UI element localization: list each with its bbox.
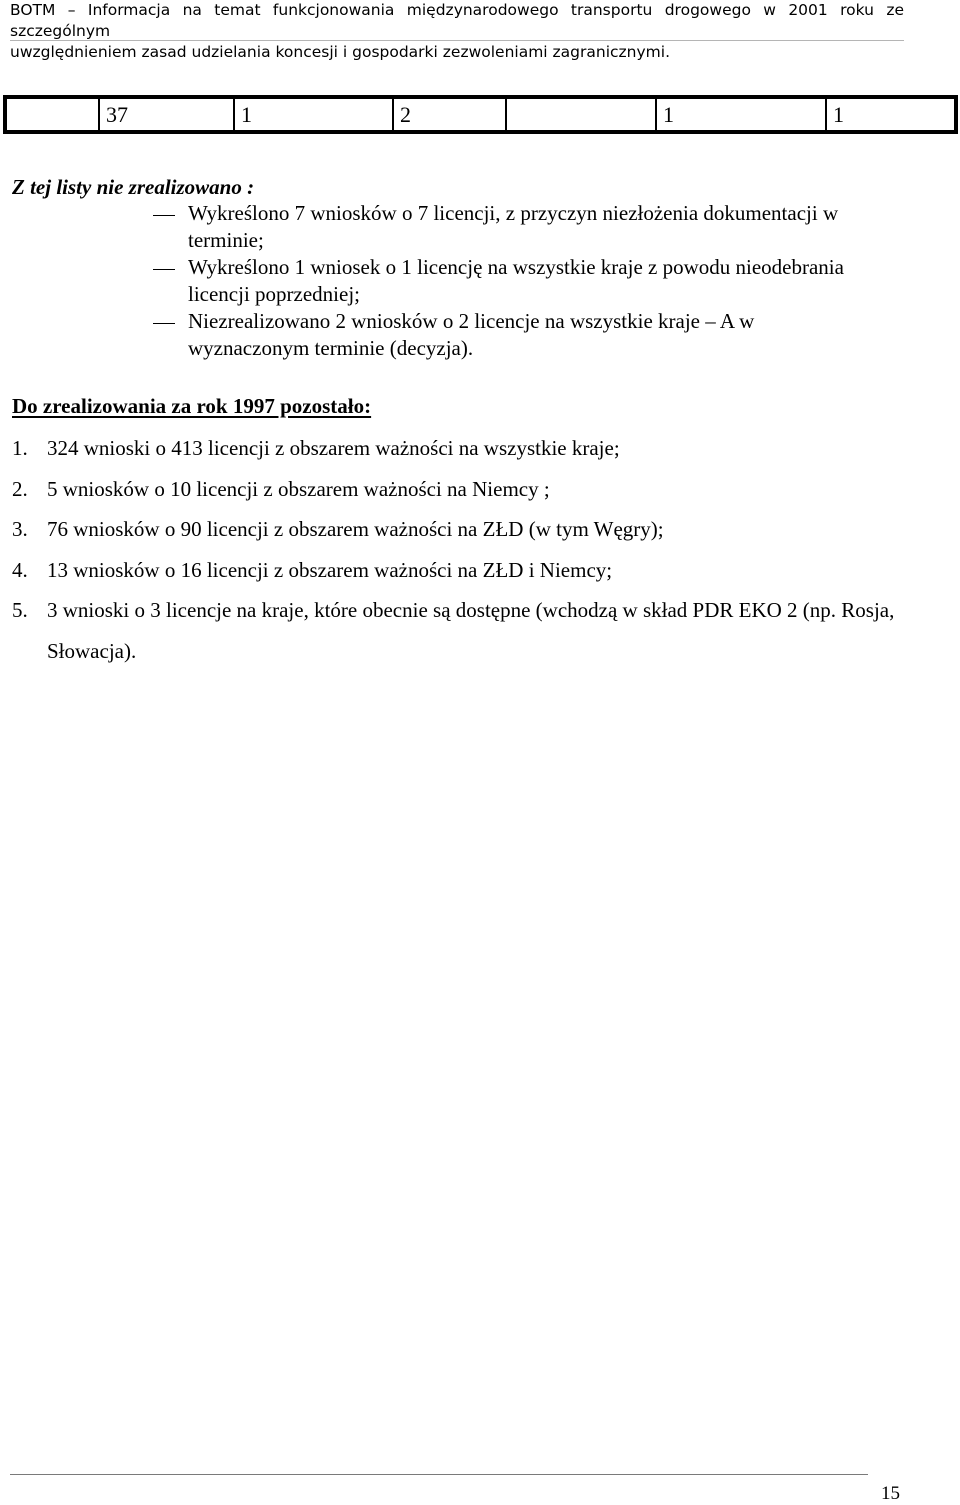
list-item xyxy=(150,254,880,308)
table-cell-empty xyxy=(7,99,98,130)
list-item-text: 13 wniosków o 16 licencji z obszarem ważności na ZŁD i Niemcy; xyxy=(47,557,613,582)
table-cell: 1 xyxy=(655,99,825,130)
list-number: 5. xyxy=(12,598,28,622)
list-item xyxy=(150,308,880,362)
table-cell-empty xyxy=(505,99,655,130)
list-item-text: 3 wnioski o 3 licencje na kraje, które obecnie są dostępne (wchodzą w skład PDR EKO 2 (np. Rosja, Słowacja). xyxy=(47,598,895,663)
table-cell: 1 xyxy=(825,99,954,130)
header-rule xyxy=(10,40,904,41)
list-item-text: Wykreślono 1 wniosek o 1 licencję na wszystkie kraje z powodu nieodebrania licencji poprzedniej; xyxy=(188,255,844,306)
dash-bullet xyxy=(153,269,175,270)
list-number: 3. xyxy=(12,517,28,541)
dash-bullet xyxy=(153,215,175,216)
list-item xyxy=(150,200,880,254)
table-cell: 2 xyxy=(392,99,505,130)
subheading: Do zrealizowania za rok 1997 pozostało: xyxy=(12,394,372,418)
list-item xyxy=(12,590,912,671)
table-cell: 37 xyxy=(98,99,233,130)
running-header xyxy=(10,0,904,63)
list-item xyxy=(12,469,912,510)
list-item-text: Niezrealizowano 2 wniosków o 2 licencje na wszystkie kraje – A w wyznaczonym terminie (decyzja). xyxy=(188,309,755,360)
header-line-1: BOTM – Informacja na temat funkcjonowania międzynarodowego transportu drogowego w 2001 roku ze szczególnym xyxy=(10,1,904,40)
dash-bullet xyxy=(153,323,175,324)
list-number: 2. xyxy=(12,476,28,501)
list-item xyxy=(12,550,912,591)
list-item-text: Wykreślono 7 wniosków o 7 licencji, z przyczyn niezłożenia dokumentacji w terminie; xyxy=(188,201,839,252)
table-cell: 1 xyxy=(233,99,392,130)
list-item-text: 324 wnioski o 413 licencji z obszarem ważności na wszystkie kraje; xyxy=(47,436,620,460)
table-row xyxy=(3,95,958,134)
not-realized-list xyxy=(150,200,880,362)
list-number: 1. xyxy=(12,436,28,460)
page-number: 15 xyxy=(881,1483,900,1504)
remaining-list xyxy=(12,428,912,671)
list-number: 4. xyxy=(12,557,28,582)
list-item-text: 5 wniosków o 10 licencji z obszarem ważności na Niemcy ; xyxy=(47,476,550,501)
list-item-text: 76 wniosków o 90 licencji z obszarem ważności na ZŁD (w tym Węgry); xyxy=(47,517,664,541)
footer-rule xyxy=(10,1474,868,1475)
list-item xyxy=(12,428,912,469)
header-line-2: uwzględnieniem zasad udzielania koncesji i gospodarki zezwoleniami zagranicznymi. xyxy=(10,43,670,61)
section-title: Z tej listy nie zrealizowano : xyxy=(12,175,255,199)
list-item xyxy=(12,509,912,550)
